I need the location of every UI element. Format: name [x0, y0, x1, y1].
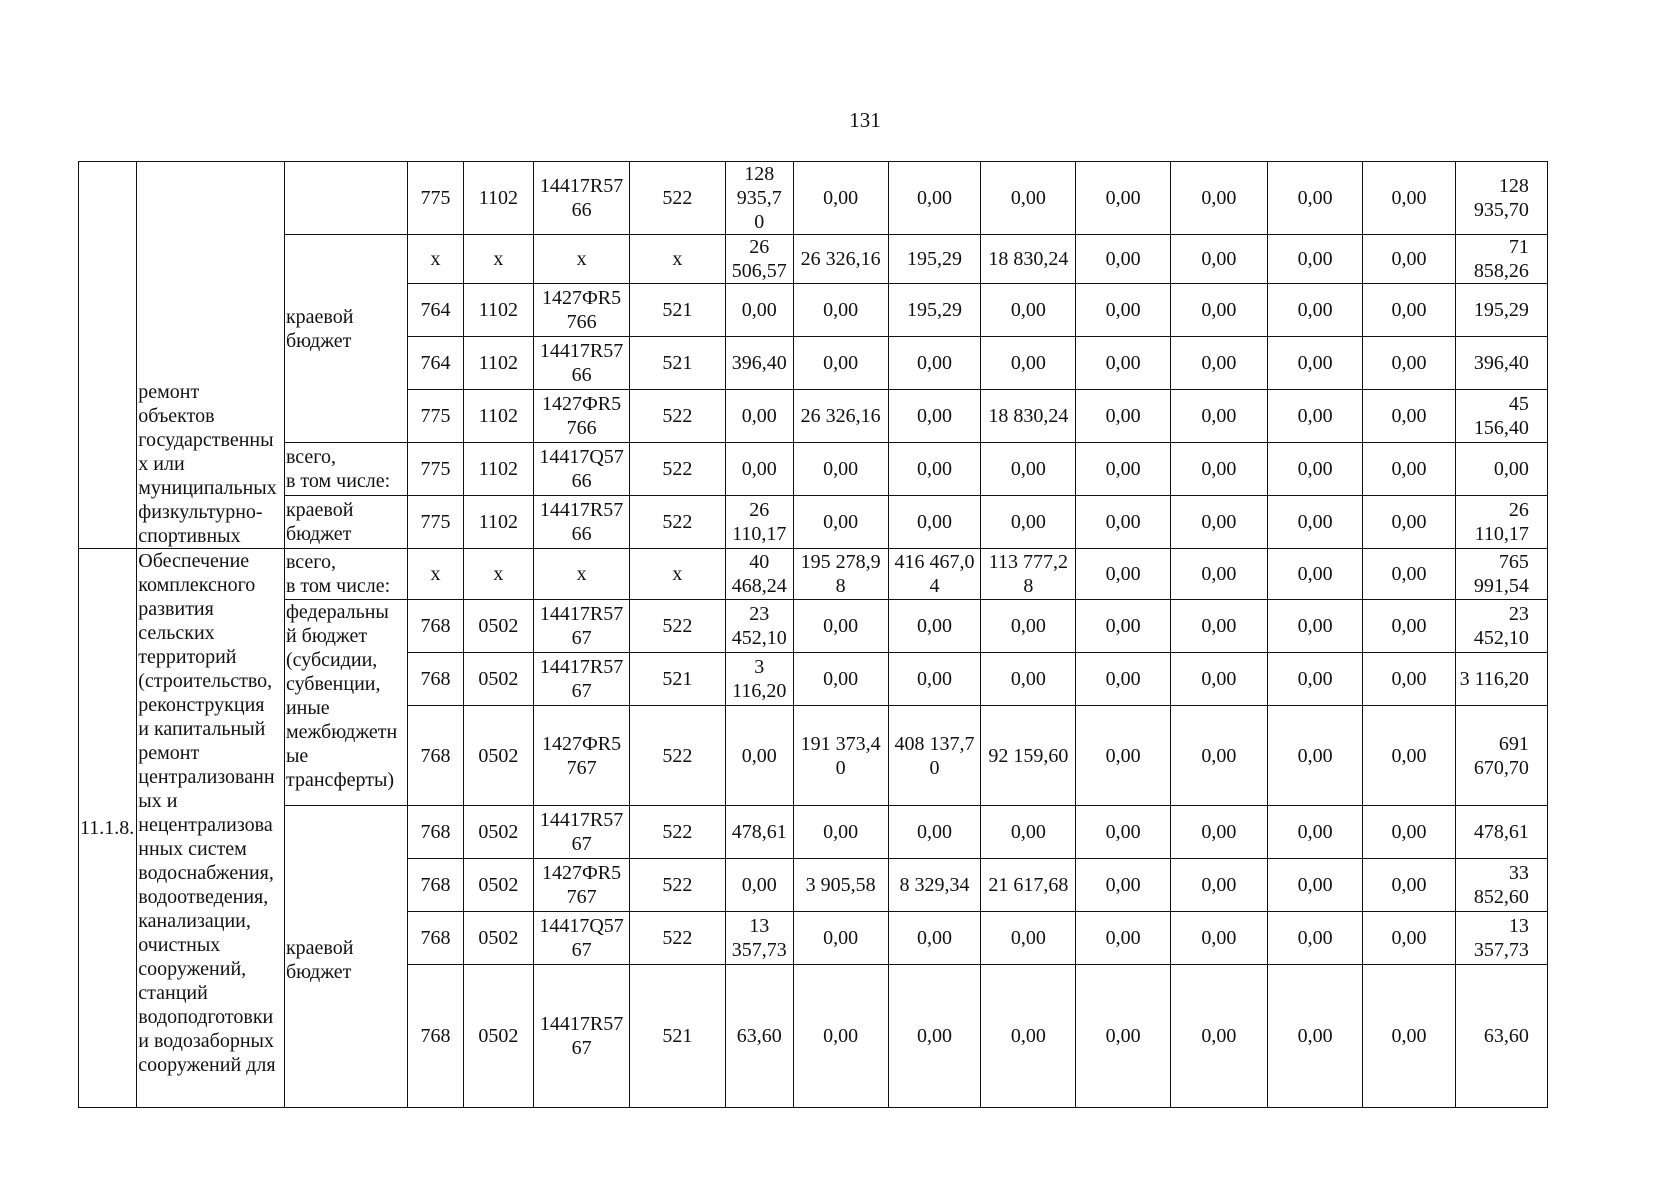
cell-gr: 768 [408, 600, 463, 653]
cell-gr: 775 [408, 162, 463, 235]
cell-value: 0,00 [1076, 600, 1170, 653]
cell-value: 26 110,17 [725, 496, 793, 549]
cell-value: 0,00 [1076, 390, 1170, 443]
cell-value: 0,00 [981, 965, 1076, 1108]
cell-value: 0,00 [981, 653, 1076, 706]
cell-total: 71 858,26 [1455, 235, 1547, 284]
cell-value: 26 506,57 [725, 235, 793, 284]
table-row [79, 806, 1671, 859]
cell-rzpr: 1102 [463, 284, 534, 337]
cell-value: 0,00 [981, 912, 1076, 965]
cell-rzpr: 1102 [463, 496, 534, 549]
cell-value: 0,00 [725, 859, 793, 912]
cell-value: 396,40 [725, 337, 793, 390]
cell-vr: 522 [629, 600, 725, 653]
cell-total: 23 452,10 [1455, 600, 1547, 653]
cell-value: 0,00 [1170, 859, 1267, 912]
cell-total: 63,60 [1455, 965, 1547, 1108]
item-description: Обеспечение комплексного развития сельских территорий (строительство, реконструкция и капитальный ремонт централизованн ых и нецентрализова нных систем водоснабжения, водоотведения, канализации, очистных сооружений, станций водоподготовки и водозаборных сооружений для [137, 549, 285, 1108]
cell-value: 0,00 [1076, 162, 1170, 235]
cell-value: 0,00 [1268, 912, 1363, 965]
cell-csr: 1427ФR5 767 [534, 859, 630, 912]
cell-value: 0,00 [981, 162, 1076, 235]
cell-total: 765 991,54 [1455, 549, 1547, 600]
cell-value: 0,00 [1268, 337, 1363, 390]
cell-value: 0,00 [1170, 235, 1267, 284]
cell-csr: 14417R57 66 [534, 496, 630, 549]
cell-value: 0,00 [1170, 549, 1267, 600]
cell-gr: 768 [408, 706, 463, 806]
cell-csr: x [534, 549, 630, 600]
cell-value: 0,00 [1363, 653, 1455, 706]
cell-value: 0,00 [1076, 706, 1170, 806]
cell-gr: 768 [408, 965, 463, 1108]
cell-total: 45 156,40 [1455, 390, 1547, 443]
cell-value: 195,29 [888, 284, 980, 337]
cell-value: 0,00 [1268, 496, 1363, 549]
cell-value: 478,61 [725, 806, 793, 859]
cell-vr: 522 [629, 859, 725, 912]
table-row [79, 600, 1671, 653]
table-row [79, 496, 1671, 549]
cell-value: 0,00 [1268, 235, 1363, 284]
funding-source: всего, в том числе: [284, 549, 408, 600]
cell-vr: x [629, 549, 725, 600]
cell-value: 18 830,24 [981, 390, 1076, 443]
cell-csr: 14417Q57 67 [534, 912, 630, 965]
cell-vr: 521 [629, 965, 725, 1108]
cell-value: 0,00 [1170, 390, 1267, 443]
cell-value: 0,00 [725, 706, 793, 806]
funding-source-empty [284, 162, 408, 235]
page-number: 131 [849, 108, 881, 132]
cell-vr: 521 [629, 337, 725, 390]
cell-value: 0,00 [1363, 965, 1455, 1108]
cell-gr: 768 [408, 806, 463, 859]
cell-value: 0,00 [793, 162, 888, 235]
cell-total: 128 935,70 [1455, 162, 1547, 235]
cell-total: 33 852,60 [1455, 859, 1547, 912]
item-description: ремонт объектов государственны х или муниципальных физкультурно- спортивных [137, 162, 285, 549]
cell-value: 0,00 [1170, 162, 1267, 235]
cell-value: 0,00 [1170, 337, 1267, 390]
cell-rzpr: 1102 [463, 390, 534, 443]
cell-value: 0,00 [1268, 965, 1363, 1108]
cell-rzpr: 0502 [463, 965, 534, 1108]
cell-value: 0,00 [725, 443, 793, 496]
cell-value: 0,00 [981, 806, 1076, 859]
cell-value: 0,00 [888, 496, 980, 549]
cell-value: 0,00 [888, 965, 980, 1108]
cell-value: 0,00 [1076, 965, 1170, 1108]
cell-total: 478,61 [1455, 806, 1547, 859]
cell-value: 0,00 [1363, 600, 1455, 653]
cell-rzpr: x [463, 235, 534, 284]
cell-value: 0,00 [1268, 653, 1363, 706]
cell-total: 26 110,17 [1455, 496, 1547, 549]
cell-value: 0,00 [1076, 337, 1170, 390]
cell-rzpr: 0502 [463, 806, 534, 859]
cell-value: 0,00 [793, 653, 888, 706]
cell-value: 40 468,24 [725, 549, 793, 600]
cell-value: 0,00 [1170, 965, 1267, 1108]
cell-vr: 522 [629, 806, 725, 859]
cell-gr: 764 [408, 284, 463, 337]
cell-value: 0,00 [1170, 912, 1267, 965]
cell-value: 0,00 [1363, 912, 1455, 965]
cell-value: 0,00 [725, 284, 793, 337]
funding-source: краевой бюджет [284, 806, 408, 1108]
cell-value: 0,00 [1363, 706, 1455, 806]
cell-value: 0,00 [793, 806, 888, 859]
cell-value: 128 935,7 0 [725, 162, 793, 235]
table-row [79, 443, 1671, 496]
cell-value: 0,00 [793, 600, 888, 653]
cell-value: 0,00 [1363, 162, 1455, 235]
cell-rzpr: 1102 [463, 162, 534, 235]
cell-value: 0,00 [1363, 806, 1455, 859]
cell-gr: 768 [408, 653, 463, 706]
cell-value: 0,00 [981, 496, 1076, 549]
cell-value: 0,00 [1363, 337, 1455, 390]
cell-csr: 14417R57 67 [534, 653, 630, 706]
cell-value: 0,00 [1076, 235, 1170, 284]
cell-vr: 522 [629, 706, 725, 806]
cell-rzpr: x [463, 549, 534, 600]
cell-value: 0,00 [888, 443, 980, 496]
cell-csr: 1427ФR5 766 [534, 390, 630, 443]
cell-value: 0,00 [1268, 706, 1363, 806]
item-code-cell-empty [79, 162, 137, 549]
cell-csr: 14417R57 67 [534, 600, 630, 653]
cell-value: 3 116,20 [725, 653, 793, 706]
funding-source: всего, в том числе: [284, 443, 408, 496]
cell-value: 0,00 [888, 912, 980, 965]
cell-value: 416 467,0 4 [888, 549, 980, 600]
cell-value: 0,00 [981, 337, 1076, 390]
cell-gr: 775 [408, 390, 463, 443]
cell-value: 0,00 [888, 390, 980, 443]
cell-gr: 768 [408, 859, 463, 912]
cell-vr: x [629, 235, 725, 284]
cell-value: 8 329,34 [888, 859, 980, 912]
cell-value: 0,00 [1363, 235, 1455, 284]
cell-value: 0,00 [1268, 390, 1363, 443]
cell-value: 0,00 [1268, 806, 1363, 859]
cell-value: 0,00 [1076, 443, 1170, 496]
cell-total: 195,29 [1455, 284, 1547, 337]
funding-source: федеральны й бюджет (субсидии, субвенции, иные межбюджетн ые трансферты) [284, 600, 408, 806]
cell-csr: 14417Q57 66 [534, 443, 630, 496]
cell-gr: x [408, 235, 463, 284]
cell-value: 0,00 [1076, 806, 1170, 859]
cell-value: 0,00 [1268, 549, 1363, 600]
cell-vr: 522 [629, 390, 725, 443]
cell-rzpr: 0502 [463, 653, 534, 706]
cell-value: 113 777,2 8 [981, 549, 1076, 600]
cell-value: 0,00 [1170, 496, 1267, 549]
cell-value: 0,00 [1268, 859, 1363, 912]
cell-value: 0,00 [1170, 653, 1267, 706]
cell-rzpr: 0502 [463, 912, 534, 965]
cell-csr: 14417R57 67 [534, 965, 630, 1108]
cell-value: 26 326,16 [793, 390, 888, 443]
cell-value: 0,00 [1170, 284, 1267, 337]
cell-total: 396,40 [1455, 337, 1547, 390]
cell-value: 0,00 [1170, 443, 1267, 496]
cell-gr: 764 [408, 337, 463, 390]
cell-value: 0,00 [793, 337, 888, 390]
cell-value: 0,00 [888, 600, 980, 653]
cell-value: 0,00 [1268, 162, 1363, 235]
cell-gr: 775 [408, 443, 463, 496]
cell-value: 26 326,16 [793, 235, 888, 284]
cell-rzpr: 1102 [463, 337, 534, 390]
cell-value: 191 373,4 0 [793, 706, 888, 806]
cell-value: 0,00 [1268, 443, 1363, 496]
cell-csr: x [534, 235, 630, 284]
cell-value: 0,00 [888, 653, 980, 706]
funding-source: краевой бюджет [284, 496, 408, 549]
cell-value: 0,00 [1170, 806, 1267, 859]
cell-rzpr: 0502 [463, 600, 534, 653]
cell-csr: 14417R57 66 [534, 162, 630, 235]
cell-value: 0,00 [793, 965, 888, 1108]
cell-value: 408 137,7 0 [888, 706, 980, 806]
cell-value: 0,00 [981, 600, 1076, 653]
cell-value: 195,29 [888, 235, 980, 284]
cell-csr: 1427ФR5 766 [534, 284, 630, 337]
cell-value: 0,00 [1268, 284, 1363, 337]
cell-value: 63,60 [725, 965, 793, 1108]
cell-value: 0,00 [1076, 912, 1170, 965]
cell-value: 0,00 [1076, 496, 1170, 549]
cell-value: 0,00 [1363, 496, 1455, 549]
cell-value: 3 905,58 [793, 859, 888, 912]
cell-value: 0,00 [1076, 653, 1170, 706]
cell-value: 0,00 [1076, 859, 1170, 912]
cell-value: 0,00 [1076, 549, 1170, 600]
cell-value: 0,00 [888, 337, 980, 390]
cell-vr: 522 [629, 496, 725, 549]
cell-value: 0,00 [793, 912, 888, 965]
cell-total: 13 357,73 [1455, 912, 1547, 965]
cell-gr: 768 [408, 912, 463, 965]
cell-value: 195 278,9 8 [793, 549, 888, 600]
cell-value: 0,00 [1170, 706, 1267, 806]
cell-value: 0,00 [981, 443, 1076, 496]
cell-vr: 522 [629, 443, 725, 496]
cell-value: 92 159,60 [981, 706, 1076, 806]
cell-value: 0,00 [1170, 600, 1267, 653]
cell-value: 0,00 [1268, 600, 1363, 653]
cell-gr: 775 [408, 496, 463, 549]
table-row [79, 235, 1671, 284]
cell-total: 0,00 [1455, 443, 1547, 496]
cell-vr: 522 [629, 912, 725, 965]
cell-csr: 14417R57 66 [534, 337, 630, 390]
cell-value: 0,00 [793, 284, 888, 337]
cell-value: 0,00 [1076, 284, 1170, 337]
cell-value: 23 452,10 [725, 600, 793, 653]
item-code: 11.1.8. [79, 549, 137, 1108]
cell-value: 0,00 [888, 806, 980, 859]
cell-value: 0,00 [888, 162, 980, 235]
cell-vr: 522 [629, 162, 725, 235]
cell-value: 0,00 [793, 496, 888, 549]
cell-gr: x [408, 549, 463, 600]
cell-value: 0,00 [1363, 549, 1455, 600]
cell-value: 18 830,24 [981, 235, 1076, 284]
cell-value: 0,00 [725, 390, 793, 443]
cell-vr: 521 [629, 284, 725, 337]
cell-csr: 14417R57 67 [534, 806, 630, 859]
cell-value: 21 617,68 [981, 859, 1076, 912]
cell-value: 0,00 [1363, 443, 1455, 496]
table-row [79, 162, 1671, 235]
cell-value: 0,00 [1363, 859, 1455, 912]
cell-value: 0,00 [1363, 284, 1455, 337]
cell-vr: 521 [629, 653, 725, 706]
cell-value: 13 357,73 [725, 912, 793, 965]
cell-rzpr: 0502 [463, 859, 534, 912]
cell-value: 0,00 [793, 443, 888, 496]
cell-rzpr: 1102 [463, 443, 534, 496]
budget-table [78, 161, 1671, 1108]
cell-total: 3 116,20 [1455, 653, 1547, 706]
cell-total: 691 670,70 [1455, 706, 1547, 806]
cell-csr: 1427ФR5 767 [534, 706, 630, 806]
cell-value: 0,00 [1363, 390, 1455, 443]
cell-value: 0,00 [981, 284, 1076, 337]
funding-source: краевой бюджет [284, 235, 408, 443]
cell-rzpr: 0502 [463, 706, 534, 806]
table-row [79, 549, 1671, 600]
